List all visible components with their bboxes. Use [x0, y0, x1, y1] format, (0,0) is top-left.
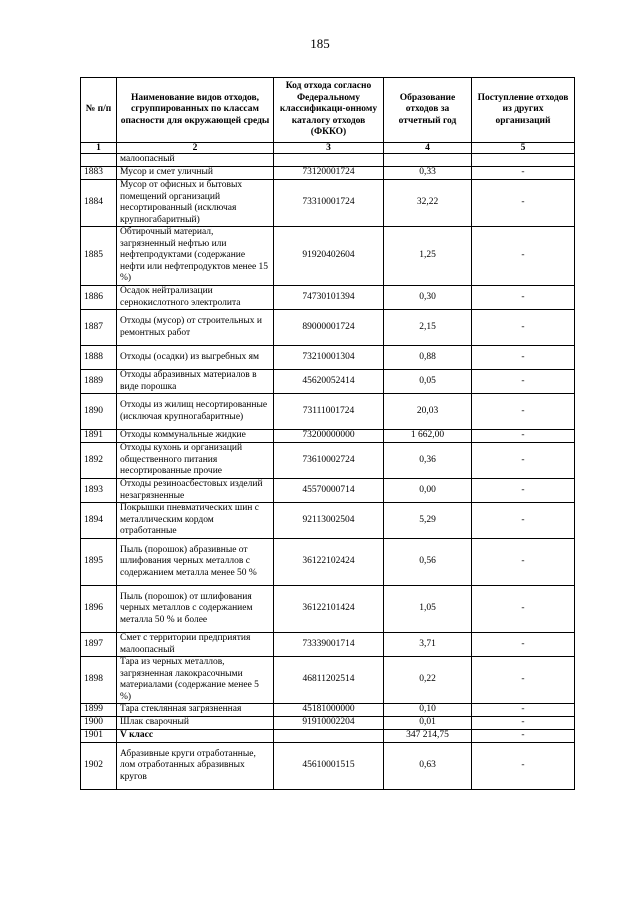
generated-amount	[384, 154, 472, 167]
generated-amount: 0,33	[384, 167, 472, 180]
waste-name: малоопасный	[117, 154, 274, 167]
page-number: 185	[310, 36, 330, 51]
table-row	[81, 430, 575, 443]
table-row	[81, 370, 575, 394]
table-row	[81, 743, 575, 790]
fkko-code: 45181000000	[274, 704, 384, 717]
table-row	[81, 227, 575, 286]
fkko-code: 73210001304	[274, 346, 384, 370]
received-amount: -	[472, 167, 575, 180]
received-amount: -	[472, 370, 575, 394]
fkko-code: 36122101424	[274, 586, 384, 633]
generated-amount: 5,29	[384, 503, 472, 539]
header-received: Поступление отходов из других организаций	[472, 78, 575, 143]
received-amount: -	[472, 227, 575, 286]
table-row	[81, 154, 575, 167]
generated-amount: 0,10	[384, 704, 472, 717]
row-number: 1893	[81, 479, 117, 503]
generated-amount: 1,05	[384, 586, 472, 633]
received-amount: -	[472, 430, 575, 443]
class-row	[81, 730, 575, 743]
fkko-code: 89000001724	[274, 310, 384, 346]
received-amount: -	[472, 180, 575, 227]
row-number: 1897	[81, 633, 117, 657]
table-row	[81, 704, 575, 717]
fkko-code: 73120001724	[274, 167, 384, 180]
waste-name: Обтирочный материал, загрязненный нефтью или нефтепродуктами (содержание нефти или нефтепродуктов менее 15 %)	[117, 227, 274, 286]
waste-name: Отходы кухонь и организаций общественного питания несортированные прочие	[117, 443, 274, 479]
table-row	[81, 167, 575, 180]
generated-amount: 0,30	[384, 286, 472, 310]
fkko-code: 91920402604	[274, 227, 384, 286]
generated-amount: 347 214,75	[384, 730, 472, 743]
row-number: 1898	[81, 657, 117, 704]
header-name: Наименование видов отходов, сгруппированных по классам опасности для окружающей среды	[117, 78, 274, 143]
generated-amount: 20,03	[384, 394, 472, 430]
row-number: 1890	[81, 394, 117, 430]
waste-name: Мусор от офисных и бытовых помещений организаций несортированный (исключая крупногабаритный)	[117, 180, 274, 227]
generated-amount: 0,36	[384, 443, 472, 479]
header-num: № п/п	[81, 78, 117, 143]
received-amount: -	[472, 310, 575, 346]
generated-amount: 2,15	[384, 310, 472, 346]
header-amount: Образование отходов за отчетный год	[384, 78, 472, 143]
row-number: 1883	[81, 167, 117, 180]
table-row	[81, 539, 575, 586]
row-number: 1885	[81, 227, 117, 286]
waste-name: Тара стеклянная загрязненная	[117, 704, 274, 717]
column-number: 4	[384, 143, 472, 154]
row-number: 1900	[81, 717, 117, 730]
fkko-code: 91910002204	[274, 717, 384, 730]
table-row	[81, 503, 575, 539]
generated-amount: 0,01	[384, 717, 472, 730]
generated-amount: 32,22	[384, 180, 472, 227]
table-row	[81, 394, 575, 430]
table-row	[81, 180, 575, 227]
received-amount: -	[472, 633, 575, 657]
generated-amount: 0,63	[384, 743, 472, 790]
row-number	[81, 154, 117, 167]
table-row	[81, 346, 575, 370]
table-row	[81, 479, 575, 503]
column-number: 5	[472, 143, 575, 154]
table-row	[81, 657, 575, 704]
waste-name: Осадок нейтрализации сернокислотного электролита	[117, 286, 274, 310]
header-row	[81, 78, 575, 143]
column-number: 3	[274, 143, 384, 154]
generated-amount: 0,22	[384, 657, 472, 704]
fkko-code	[274, 154, 384, 167]
row-number: 1901	[81, 730, 117, 743]
fkko-code: 45610001515	[274, 743, 384, 790]
fkko-code: 45620052414	[274, 370, 384, 394]
waste-name: Отходы абразивных материалов в виде порошка	[117, 370, 274, 394]
row-number: 1896	[81, 586, 117, 633]
header-code: Код отхода согласно Федеральному классификаци-онному каталогу отходов (ФККО)	[274, 78, 384, 143]
waste-name: Отходы коммунальные жидкие	[117, 430, 274, 443]
waste-name: Пыль (порошок) абразивные от шлифования черных металлов с содержанием металла менее 50 %	[117, 539, 274, 586]
column-number: 2	[117, 143, 274, 154]
waste-name: Абразивные круги отработанные, лом отработанных абразивных кругов	[117, 743, 274, 790]
received-amount: -	[472, 717, 575, 730]
waste-name: Тара из черных металлов, загрязненная лакокрасочными материалами (содержание менее 5 %)	[117, 657, 274, 704]
row-number: 1889	[81, 370, 117, 394]
row-number: 1891	[81, 430, 117, 443]
received-amount: -	[472, 394, 575, 430]
fkko-code: 74730101394	[274, 286, 384, 310]
fkko-code: 36122102424	[274, 539, 384, 586]
waste-table	[80, 77, 575, 790]
row-number: 1892	[81, 443, 117, 479]
row-number: 1894	[81, 503, 117, 539]
received-amount: -	[472, 657, 575, 704]
generated-amount: 0,00	[384, 479, 472, 503]
fkko-code: 73339001714	[274, 633, 384, 657]
received-amount	[472, 154, 575, 167]
waste-name: V класс	[117, 730, 274, 743]
waste-name: Отходы из жилищ несортированные (исключая крупногабаритные)	[117, 394, 274, 430]
fkko-code: 73200000000	[274, 430, 384, 443]
row-number: 1888	[81, 346, 117, 370]
column-number: 1	[81, 143, 117, 154]
table-row	[81, 310, 575, 346]
generated-amount: 0,05	[384, 370, 472, 394]
fkko-code: 45570000714	[274, 479, 384, 503]
waste-name: Отходы (мусор) от строительных и ремонтных работ	[117, 310, 274, 346]
generated-amount: 1,25	[384, 227, 472, 286]
received-amount: -	[472, 539, 575, 586]
generated-amount: 1 662,00	[384, 430, 472, 443]
row-number: 1895	[81, 539, 117, 586]
received-amount: -	[472, 443, 575, 479]
received-amount: -	[472, 704, 575, 717]
row-number: 1884	[81, 180, 117, 227]
row-number: 1902	[81, 743, 117, 790]
received-amount: -	[472, 586, 575, 633]
row-number: 1887	[81, 310, 117, 346]
received-amount: -	[472, 730, 575, 743]
table-row	[81, 717, 575, 730]
column-number-row	[81, 143, 575, 154]
waste-name: Отходы (осадки) из выгребных ям	[117, 346, 274, 370]
fkko-code: 92113002504	[274, 503, 384, 539]
table-row	[81, 286, 575, 310]
received-amount: -	[472, 503, 575, 539]
table-row	[81, 586, 575, 633]
fkko-code: 73610002724	[274, 443, 384, 479]
table-row	[81, 443, 575, 479]
generated-amount: 3,71	[384, 633, 472, 657]
received-amount: -	[472, 346, 575, 370]
table-row	[81, 633, 575, 657]
fkko-code: 46811202514	[274, 657, 384, 704]
generated-amount: 0,88	[384, 346, 472, 370]
generated-amount: 0,56	[384, 539, 472, 586]
waste-name: Шлак сварочный	[117, 717, 274, 730]
waste-name: Пыль (порошок) от шлифования черных металлов с содержанием металла 50 % и более	[117, 586, 274, 633]
waste-name: Отходы резиноасбестовых изделий незагрязненные	[117, 479, 274, 503]
received-amount: -	[472, 479, 575, 503]
fkko-code	[274, 730, 384, 743]
received-amount: -	[472, 286, 575, 310]
waste-name: Смет с территории предприятия малоопасный	[117, 633, 274, 657]
fkko-code: 73310001724	[274, 180, 384, 227]
fkko-code: 73111001724	[274, 394, 384, 430]
table-body	[81, 154, 575, 790]
row-number: 1899	[81, 704, 117, 717]
waste-name: Мусор и смет уличный	[117, 167, 274, 180]
row-number: 1886	[81, 286, 117, 310]
received-amount: -	[472, 743, 575, 790]
waste-name: Покрышки пневматических шин с металлическим кордом отработанные	[117, 503, 274, 539]
